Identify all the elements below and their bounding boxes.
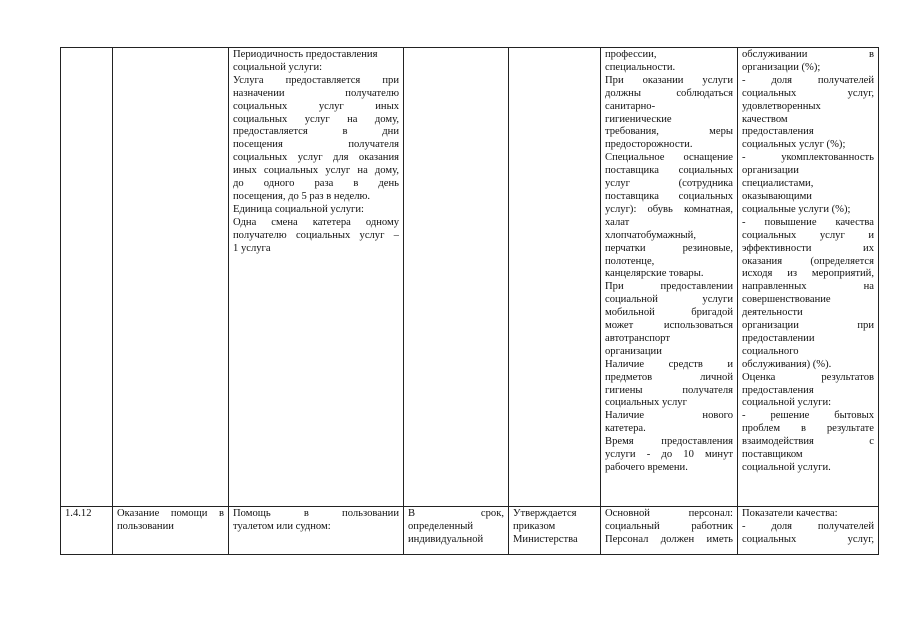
- text-line: специальности.: [605, 61, 676, 73]
- text-line: Время предоставления: [605, 436, 733, 448]
- cell-service-description: [229, 507, 404, 555]
- text-line: получателю социальных услуг –: [233, 229, 399, 241]
- text-line: специалистами,: [742, 178, 814, 190]
- cell-conditions: [601, 48, 738, 507]
- text-line: перчатки резиновые,: [605, 242, 733, 254]
- text-line: предосторожности.: [605, 139, 693, 151]
- text-line: Министерства: [513, 533, 578, 545]
- text-line: канцелярские товары.: [605, 268, 704, 280]
- text-line: Услуга предоставляется при: [233, 74, 399, 86]
- text-line: халат: [605, 216, 630, 228]
- text-line: оказания (определяется: [742, 255, 874, 267]
- text-line: предметов личной: [605, 371, 733, 383]
- text-line: гигиены получателя: [605, 384, 733, 396]
- cell-tariff: [509, 48, 601, 507]
- text-line: направленных на: [742, 281, 874, 293]
- text-line: поставщика социальных: [605, 190, 733, 202]
- cell-conditions: [601, 507, 738, 555]
- text-line: социальных услуг иных: [233, 100, 399, 112]
- text-line: полотенце,: [605, 255, 655, 267]
- text-line: посещения получателя: [233, 139, 399, 151]
- text-line: поставщиком: [742, 449, 803, 461]
- text-line: Утверждается: [513, 508, 577, 519]
- text-line: Специальное оснащение: [605, 152, 733, 164]
- text-line: деятельности: [742, 307, 803, 319]
- cell-service-description: [229, 48, 404, 507]
- text-line: организации (%);: [742, 61, 821, 73]
- text-line: оказывающими: [742, 190, 812, 202]
- text-line: рабочего времени.: [605, 462, 688, 473]
- table-row: [61, 48, 879, 507]
- text-line: - доля получателей: [742, 520, 874, 532]
- text-line: организации при: [742, 320, 874, 332]
- text-line: социальной услуги:: [742, 397, 832, 409]
- text-line: Оказание помощи в: [117, 508, 224, 519]
- text-line: проблем в результате: [742, 423, 874, 435]
- text-line: эффективности их: [742, 242, 874, 254]
- text-line: Показатели качества:: [742, 508, 838, 519]
- text-line: услуги - до 10 минут: [605, 449, 733, 461]
- text-line: - доля получателей: [742, 74, 874, 86]
- text-line: должны соблюдаться: [605, 87, 733, 99]
- text-line: гигиенические: [605, 113, 672, 125]
- text-line: Периодичность предоставления: [233, 49, 378, 60]
- text-line: Помощь в пользовании: [233, 508, 399, 519]
- text-line: При оказании услуги: [605, 74, 733, 86]
- text-line: В срок,: [408, 508, 504, 519]
- text-line: индивидуальной: [408, 533, 484, 545]
- text-line: социальной услуги: [605, 294, 733, 306]
- text-line: - повышение качества: [742, 216, 874, 228]
- text-line: социальных услуг,: [742, 533, 874, 545]
- cell-service-name: [113, 48, 229, 507]
- text-line: Оценка результатов: [742, 371, 874, 383]
- text-line: предоставления: [742, 384, 814, 396]
- text-line: приказом: [513, 520, 556, 532]
- text-line: социальных услуг и: [742, 229, 874, 241]
- text-line: может использоваться: [605, 320, 733, 332]
- text-line: социальной услуги:: [233, 61, 323, 73]
- text-line: социальных услуг на дому,: [233, 113, 399, 125]
- text-line: определенный: [408, 520, 474, 532]
- text-line: социальных услуг (%);: [742, 139, 846, 151]
- text-line: услуг (сотрудника: [605, 178, 733, 190]
- text-line: назначении получателю: [233, 87, 399, 99]
- text-line: предоставления: [742, 126, 814, 138]
- cell-tariff: [509, 507, 601, 555]
- cell-service-name: [113, 507, 229, 555]
- text-line: удовлетворенных: [742, 100, 821, 112]
- services-table: [60, 47, 879, 555]
- text-line: туалетом или судном:: [233, 520, 331, 532]
- text-line: - укомплектованность: [742, 152, 874, 164]
- cell-deadline: [404, 48, 509, 507]
- text-line: социальных услуг для оказания: [233, 152, 399, 164]
- text-line: катетера.: [605, 423, 646, 435]
- text-line: Основной персонал:: [605, 508, 733, 519]
- text-line: Наличие нового: [605, 410, 733, 422]
- text-line: мобильной бригадой: [605, 307, 733, 319]
- cell-number: [61, 48, 113, 507]
- text-line: 1.4.12: [65, 508, 92, 519]
- text-line: иных социальных услуг на дому,: [233, 165, 399, 177]
- text-line: социальные услуги (%);: [742, 203, 851, 215]
- text-line: поставщика социальных: [605, 165, 733, 177]
- cell-deadline: [404, 507, 509, 555]
- text-line: качеством: [742, 113, 788, 125]
- text-line: услуг): обувь комнатная,: [605, 203, 733, 215]
- text-line: совершенствование: [742, 294, 831, 306]
- text-line: социальной услуги.: [742, 462, 831, 473]
- text-line: Наличие средств и: [605, 358, 733, 370]
- text-line: автотранспорт: [605, 332, 670, 344]
- text-line: социального: [742, 345, 799, 357]
- cell-number: [61, 507, 113, 555]
- text-line: санитарно-: [605, 100, 656, 112]
- text-line: организации: [742, 165, 799, 177]
- text-line: до одного раза в день: [233, 178, 399, 190]
- text-line: При предоставлении: [605, 281, 733, 293]
- text-line: социальных услуг: [605, 397, 687, 409]
- text-line: посещения, до 5 раз в неделю.: [233, 190, 371, 202]
- text-line: исходя из мероприятий,: [742, 268, 874, 280]
- text-line: обслуживании в: [742, 49, 874, 60]
- text-line: требования, меры: [605, 126, 733, 138]
- text-line: хлопчатобумажный,: [605, 229, 696, 241]
- text-line: социальный работник: [605, 520, 733, 532]
- text-line: предоставлении: [742, 332, 815, 344]
- text-line: - решение бытовых: [742, 410, 874, 422]
- table-row: [61, 507, 879, 555]
- cell-quality-indicators: [738, 48, 879, 507]
- text-line: социальных услуг,: [742, 87, 874, 99]
- text-line: предоставляется в дни: [233, 126, 399, 138]
- cell-quality-indicators: [738, 507, 879, 555]
- text-line: взаимодействия с: [742, 436, 874, 448]
- text-line: Одна смена катетера одному: [233, 216, 399, 228]
- text-line: организации: [605, 345, 662, 357]
- text-line: Персонал должен иметь: [605, 533, 733, 545]
- text-line: Единица социальной услуги:: [233, 203, 364, 215]
- text-line: обслуживания) (%).: [742, 358, 832, 370]
- text-line: пользовании: [117, 520, 174, 532]
- text-line: профессии,: [605, 49, 657, 60]
- text-line: 1 услуга: [233, 242, 271, 254]
